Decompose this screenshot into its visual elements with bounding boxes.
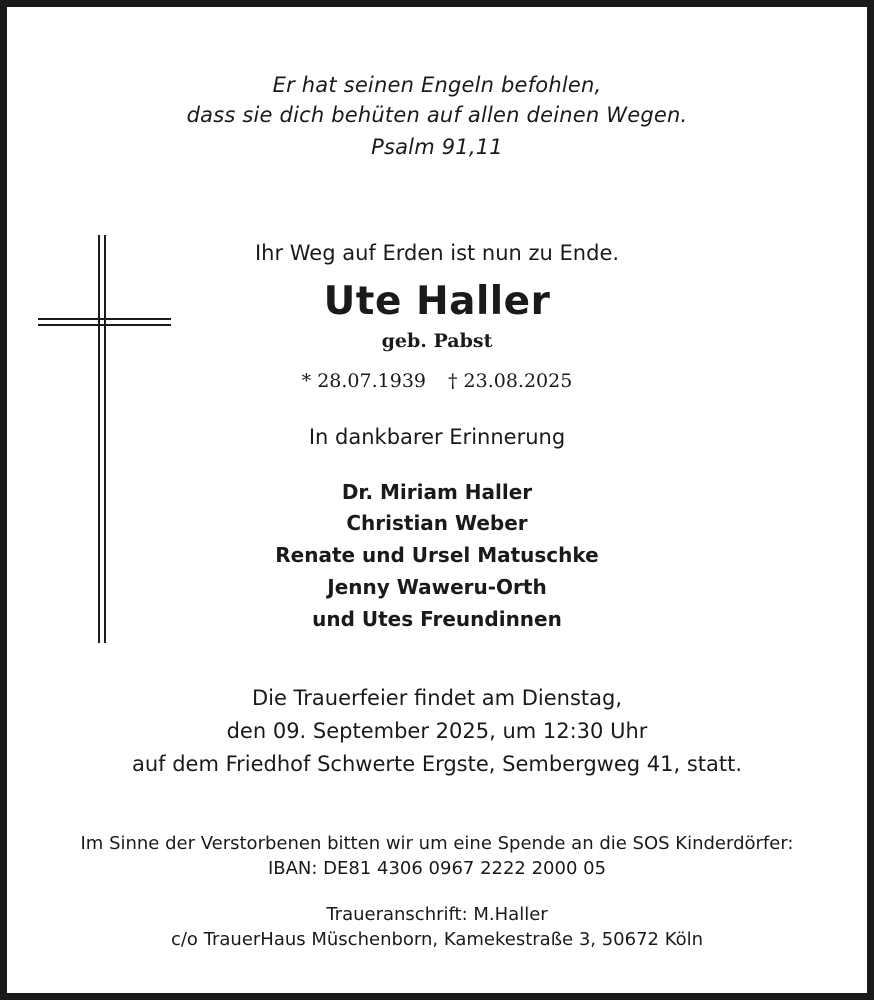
address-line-1: Traueranschrift: M.Haller xyxy=(326,904,548,925)
deceased-name: Ute Haller xyxy=(323,279,551,324)
ceremony-line-1: Die Trauerfeier findet am Dienstag, xyxy=(251,686,623,710)
intro-text: Ihr Weg auf Erden ist nun zu Ende. xyxy=(254,241,620,265)
birth-date: * 28.07.1939 xyxy=(301,370,426,392)
donation-text: Im Sinne der Verstorbenen bitten wir um eine Spende an die SOS Kinderdörfer: xyxy=(80,833,794,854)
verse-reference: Psalm 91,11 xyxy=(371,135,503,159)
donation-iban: IBAN: DE81 4306 0967 2222 2000 05 xyxy=(267,858,607,879)
death-date: † 23.08.2025 xyxy=(448,370,573,392)
address-line-2: c/o TrauerHaus Müschenborn, Kamekestraße 3, 50672 Köln xyxy=(170,929,704,950)
mourner-name: und Utes Freundinnen xyxy=(312,607,562,631)
life-dates xyxy=(0,370,874,392)
mourner-name: Renate und Ursel Matuschke xyxy=(275,543,599,567)
ceremony-line-3: auf dem Friedhof Schwerte Ergste, Sembergweg 41, statt. xyxy=(131,752,743,776)
maiden-name: geb. Pabst xyxy=(381,330,493,352)
verse-line-2: dass sie dich behüten auf allen deinen Wegen. xyxy=(186,103,688,127)
remembrance-text: In dankbarer Erinnerung xyxy=(308,425,566,449)
verse-line-1: Er hat seinen Engeln befohlen, xyxy=(272,73,602,97)
mourner-name: Christian Weber xyxy=(346,511,528,535)
ceremony-line-2: den 09. September 2025, um 12:30 Uhr xyxy=(226,719,648,743)
mourner-name: Dr. Miriam Haller xyxy=(341,480,533,504)
mourner-name: Jenny Waweru-Orth xyxy=(327,575,547,599)
